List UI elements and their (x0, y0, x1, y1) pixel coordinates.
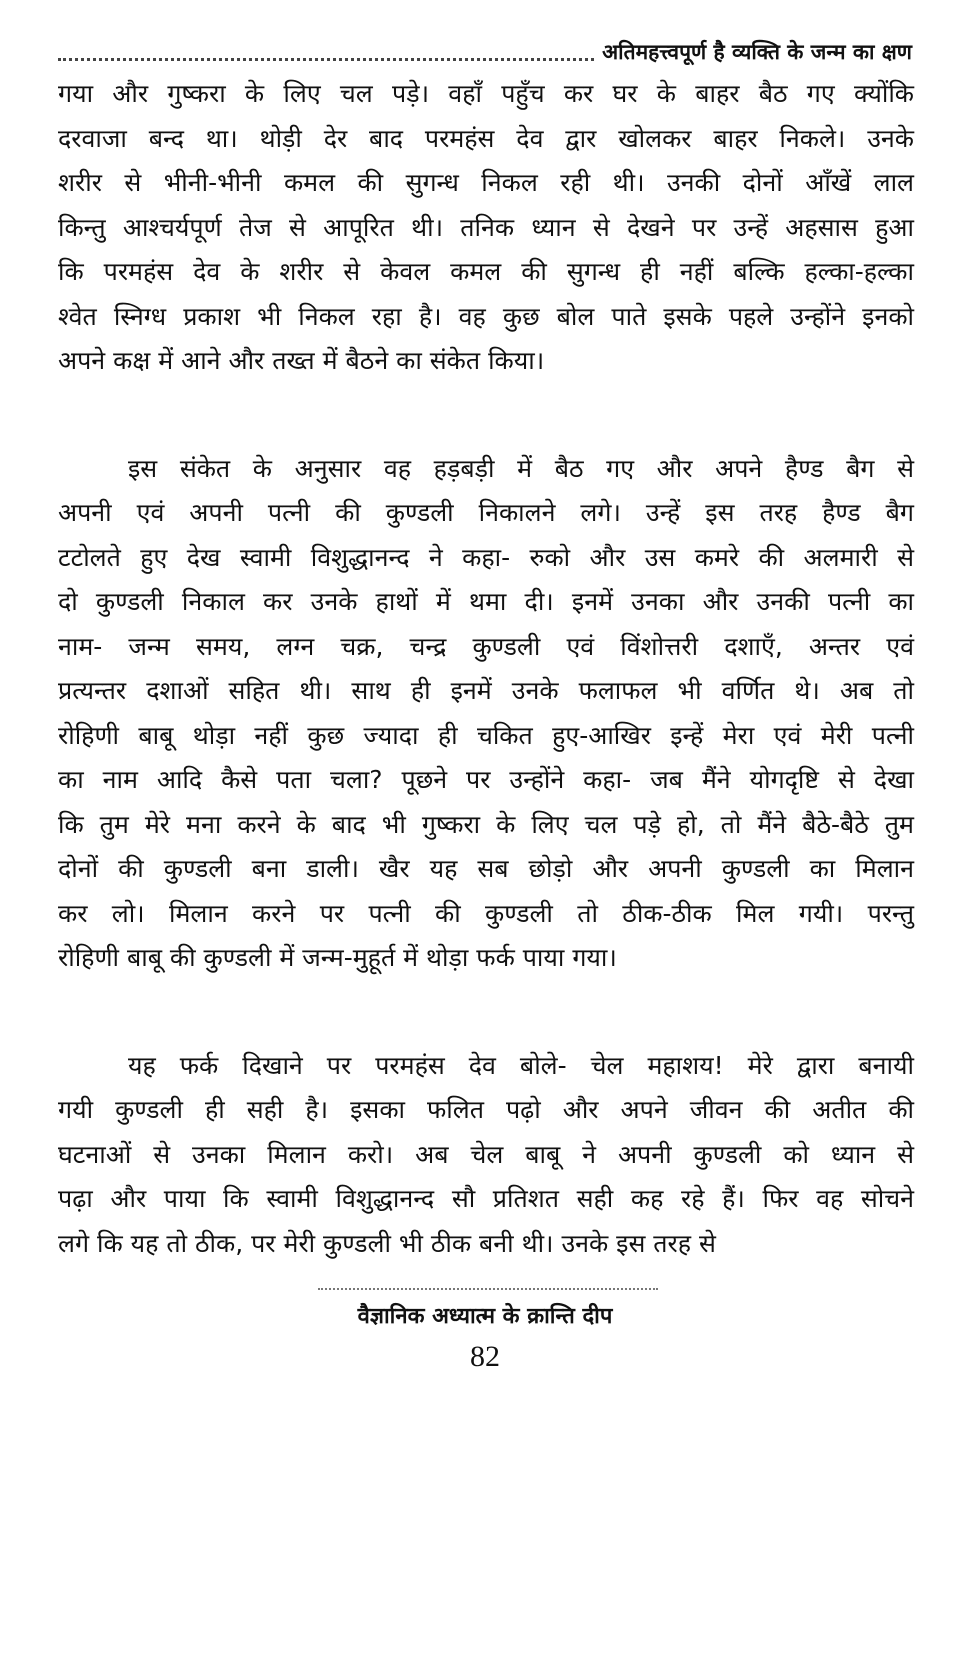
text-line: कि परमहंस देव के शरीर से केवल कमल की सुगन्ध ही नहीं बल्कि हल्का-हल्का (58, 257, 914, 286)
running-header (58, 36, 912, 68)
paragraph-gap (58, 384, 914, 447)
text-line: प्रत्यन्तर दशाओं सहित थी। साथ ही इनमें उनके फलाफल भी वर्णित थे। अब तो (58, 676, 914, 705)
text-line: अपने कक्ष में आने और तख्त में बैठने का संकेत किया। (58, 346, 545, 375)
text-line: टटोलते हुए देख स्वामी विशुद्धानन्द ने कहा- रुको और उस कमरे की अलमारी से (58, 542, 914, 572)
book-title: वैज्ञानिक अध्यात्म के क्रान्ति दीप (357, 1304, 613, 1329)
body-text (58, 72, 914, 1266)
text-line: श्वेत स्निग्ध प्रकाश भी निकल रहा है। वह कुछ बोल पाते इसके पहले उन्होंने इनको (58, 301, 914, 331)
text-line: का नाम आदि कैसे पता चला? पूछने पर उन्होंने कहा- जब मैंने योगदृष्टि से देखा (58, 765, 914, 794)
text-line: शरीर से भीनी-भीनी कमल की सुगन्ध निकल रही थी। उनकी दोनों आँखें लाल (58, 168, 914, 197)
text-line: लगे कि यह तो ठीक, पर मेरी कुण्डली भी ठीक बनी थी। उनके इस तरह से (58, 1228, 716, 1258)
text-line: कर लो। मिलान करने पर पत्नी की कुण्डली तो ठीक-ठीक मिल गयी। परन्तु (58, 898, 914, 928)
paragraph (58, 1044, 914, 1267)
text-line: किन्तु आश्चर्यपूर्ण तेज से आपूरित थी। तनिक ध्यान से देखने पर उन्हें अहसास हुआ (58, 212, 914, 242)
text-line: घटनाओं से उनका मिलान करो। अब चेल बाबू ने अपनी कुण्डली को ध्यान से (58, 1139, 914, 1169)
text-line: दोनों की कुण्डली बना डाली। खैर यह सब छोड़ो और अपनी कुण्डली का मिलान (58, 854, 914, 883)
page-number: 82 (470, 1340, 500, 1373)
text-line: रोहिणी बाबू थोड़ा नहीं कुछ ज्यादा ही चकित हुए-आखिर इन्हें मेरा एवं मेरी पत्नी (58, 720, 914, 750)
paragraph (58, 447, 914, 981)
text-line: दरवाजा बन्द था। थोड़ी देर बाद परमहंस देव द्वार खोलकर बाहर निकले। उनके (58, 123, 914, 153)
text-line: कि तुम मेरे मना करने के बाद भी गुष्करा के लिए चल पड़े हो, तो मैंने बैठे-बैठे तुम (58, 809, 914, 839)
text-line: पढ़ा और पाया कि स्वामी विशुद्धानन्द सौ प्रतिशत सही कह रहे हैं। फिर वह सोचने (58, 1184, 914, 1213)
footer-dotted-rule (318, 1288, 658, 1290)
text-line: नाम- जन्म समय, लग्न चक्र, चन्द्र कुण्डली एवं विंशोत्तरी दशाएँ, अन्तर एवं (58, 631, 914, 661)
text-line: गयी कुण्डली ही सही है। इसका फलित पढ़ो और अपने जीवन की अतीत की (58, 1095, 914, 1124)
text-line: इस संकेत के अनुसार वह हड़बड़ी में बैठ गए और अपने हैण्ड बैग से (128, 453, 914, 483)
text-line: दो कुण्डली निकाल कर उनके हाथों में थमा दी। इनमें उनका और उनकी पत्नी का (58, 587, 914, 616)
text-line: अपनी एवं अपनी पत्नी की कुण्डली निकालने लगे। उन्हें इस तरह हैण्ड बैग (58, 498, 914, 527)
paragraph-gap (58, 981, 914, 1044)
paragraph (58, 72, 914, 384)
text-line: रोहिणी बाबू की कुण्डली में जन्म-मुहूर्त में थोड़ा फर्क पाया गया। (58, 943, 617, 972)
text-line: यह फर्क दिखाने पर परमहंस देव बोले- चेल महाशय! मेरे द्वारा बनायी (128, 1050, 914, 1080)
chapter-title: अतिमहत्त्वपूर्ण है व्यक्ति के जन्म का क्षण (602, 40, 912, 64)
text-line: गया और गुष्करा के लिए चल पड़े। वहाँ पहुँच कर घर के बाहर बैठ गए क्योंकि (58, 79, 914, 108)
header-dotted-leader (58, 58, 594, 61)
